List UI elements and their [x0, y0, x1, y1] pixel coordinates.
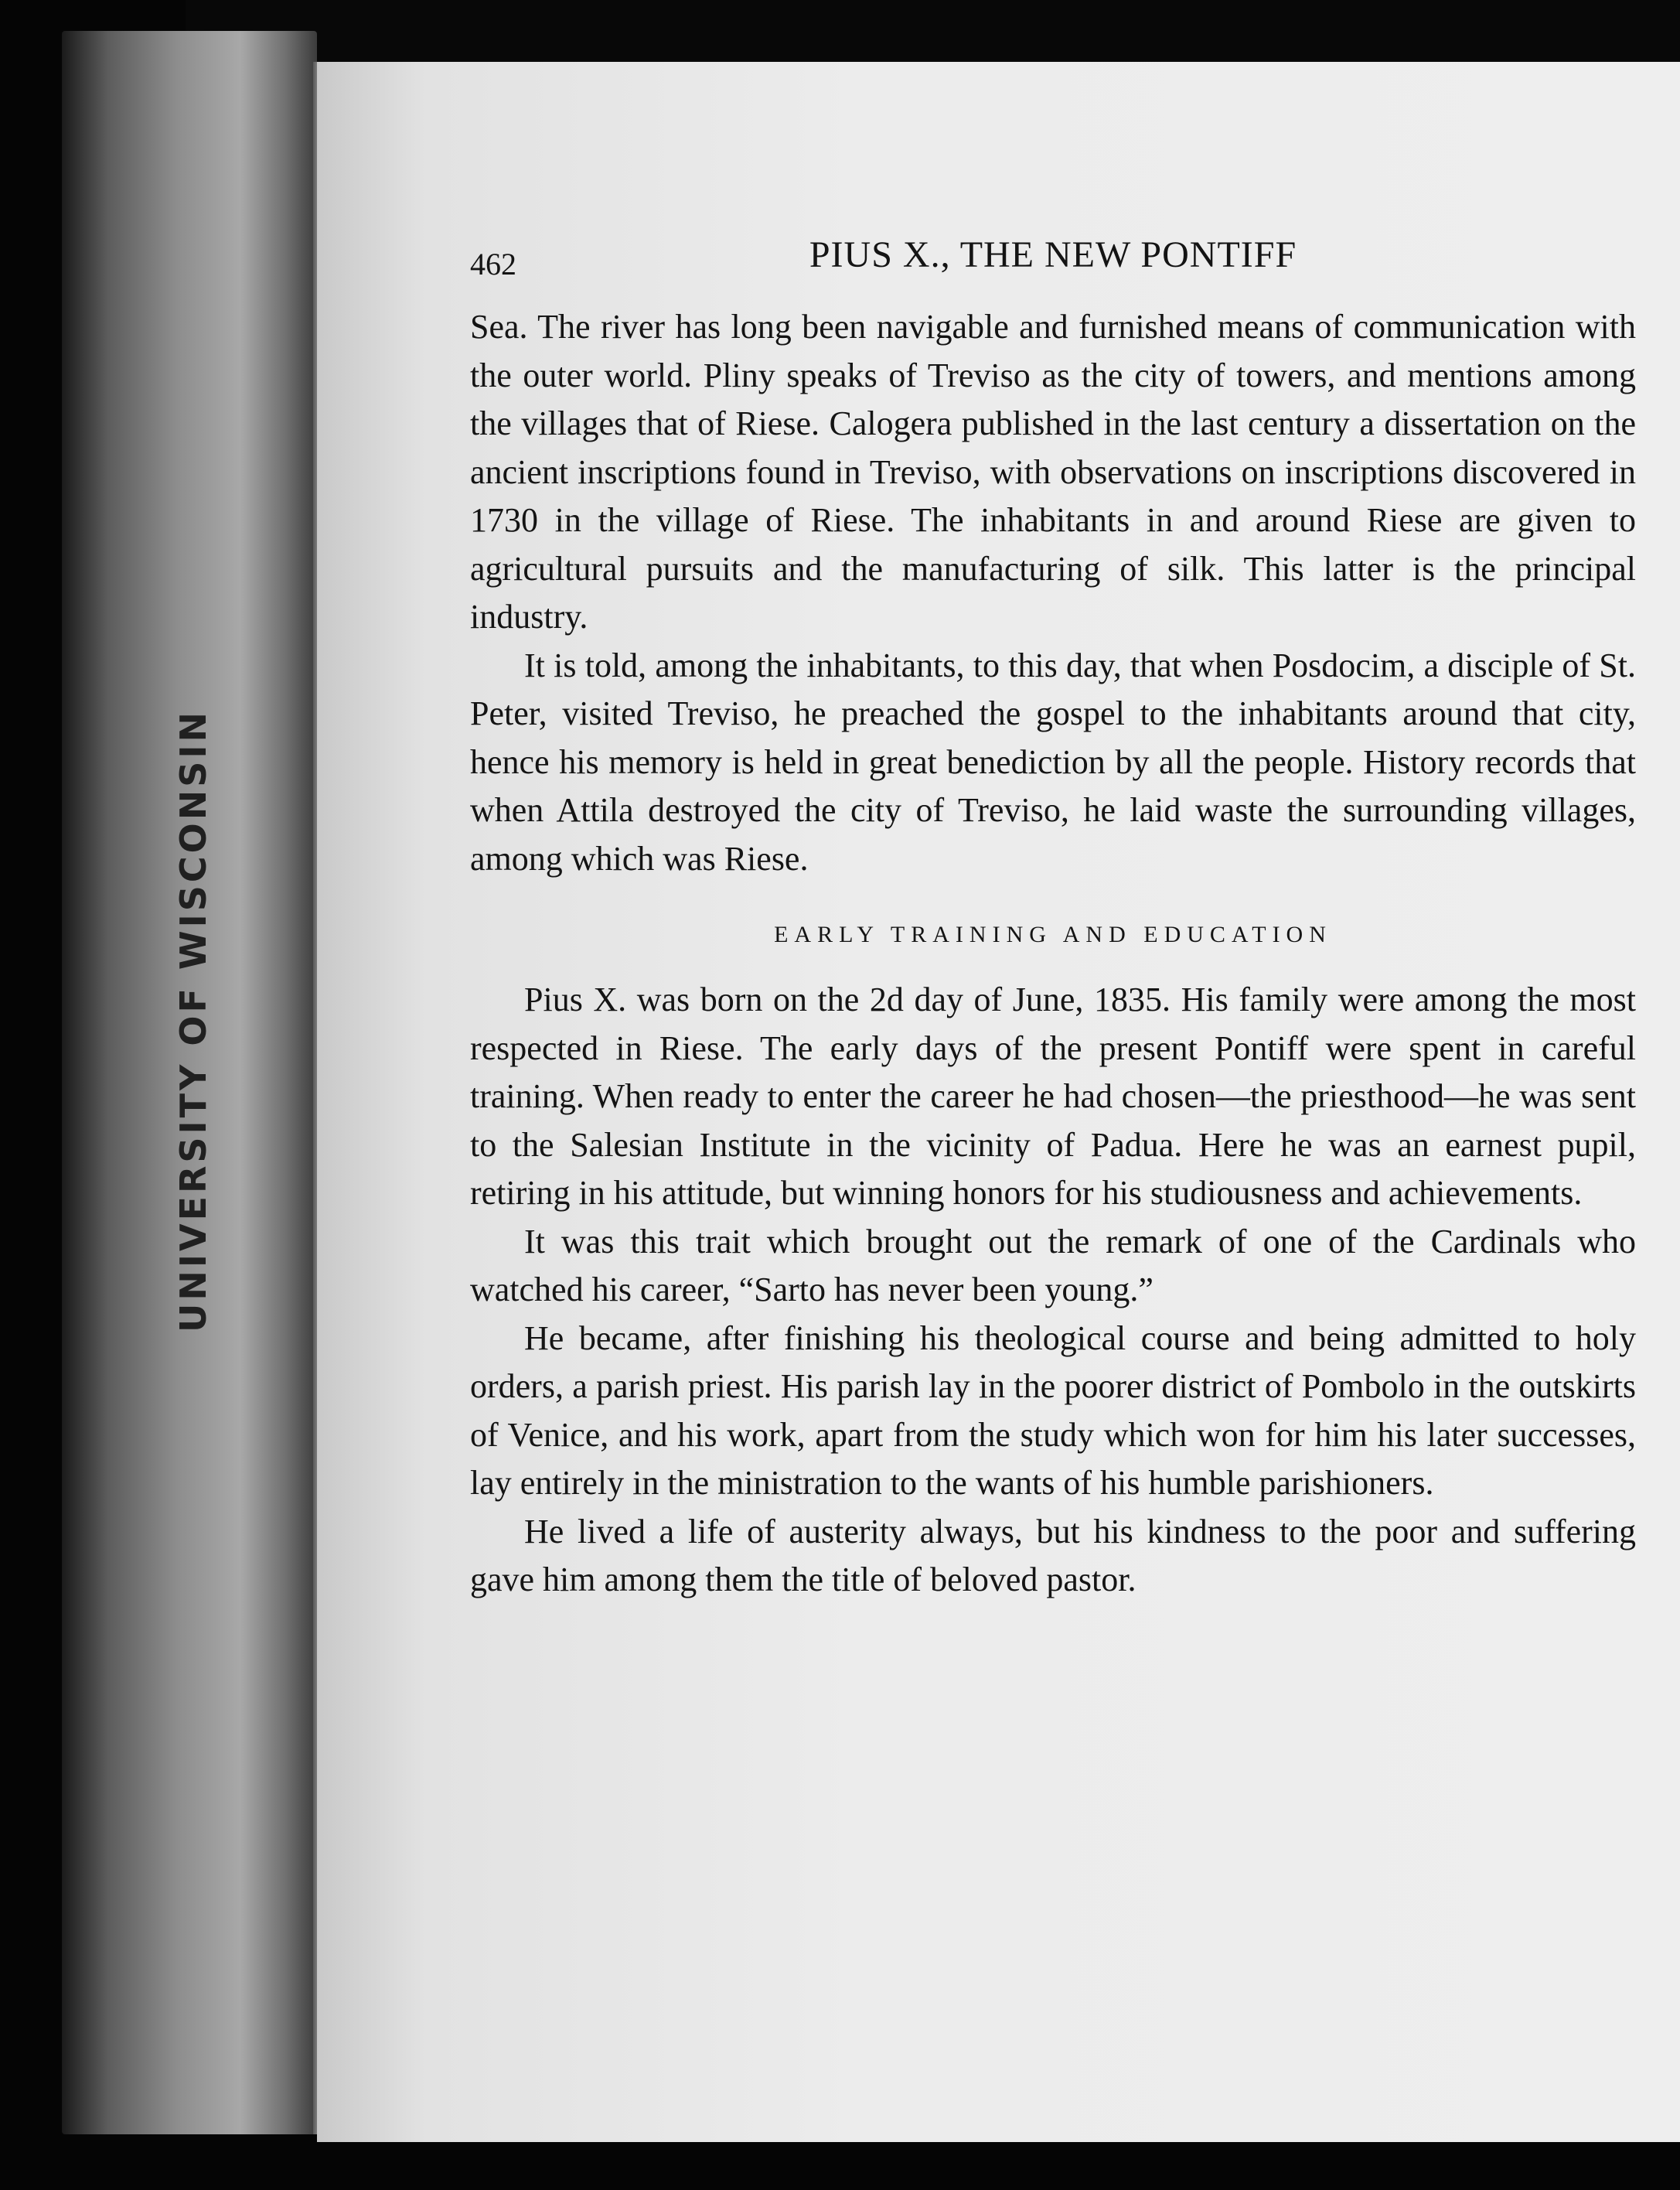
paragraph: It is told, among the inhabitants, to this day, that when Posdocim, a disciple of St. Peter, visited Treviso, he preached the gospel to the inhabitants around that city, hence his memory is held in great benediction by all the people. History records that when Attila destroyed the city of Treviso, he laid waste the surrounding villages, among which was Riese. — [470, 646, 1636, 878]
paragraph: He lived a life of austerity always, but his kindness to the poor and suffering gave him among them the title of beloved pastor. — [470, 1512, 1636, 1598]
library-stamp — [155, 709, 232, 1332]
running-head — [470, 234, 1636, 295]
book-page — [317, 62, 1680, 2142]
paragraph: It was this trait which brought out the remark of one of the Cardinals who watched his career, “Sarto has never been young.” — [470, 1222, 1636, 1308]
page-number: 462 — [470, 247, 516, 281]
paragraph: He became, after finishing his theological course and being admitted to holy orders, a parish priest. His parish lay in the poorer district of Pombolo in the outskirts of Venice, and his work, apart from the study which won for him his later successes, lay entirely in the ministration to the wants of his humble parishioners. — [470, 1318, 1636, 1502]
running-title: PIUS X., THE NEW PONTIFF — [809, 234, 1297, 275]
page-text-block — [470, 234, 1636, 1605]
library-stamp-text: UNIVERSITY OF WISCONSIN — [172, 709, 214, 1332]
paragraph: Sea. The river has long been navigable and furnished means of communication with the outer world. Pliny speaks of Treviso as the city of towers, and mentions among the villages that of Riese. Calogera published in the last century a dissertation on the ancient inscriptions found in Treviso, with observations on inscriptions discovered in 1730 in the village of Riese. The inhabitants in and around Riese are given to agricultural pursuits and the manufacturing of silk. This latter is the principal industry. — [470, 308, 1636, 636]
dark-border — [186, 0, 1680, 63]
section-heading: EARLY TRAINING AND EDUCATION — [774, 922, 1332, 947]
paragraph: Pius X. was born on the 2d day of June, 1835. His family were among the most respected in Riese. The early days of the present Pontiff were spent in careful training. When ready to enter the career he had chosen—the priesthood—he was sent to the Salesian Institute in the vicinity of Padua. Here he was an earnest pupil, retiring in his attitude, but winning honors for his studiousness and achievements. — [470, 981, 1636, 1212]
